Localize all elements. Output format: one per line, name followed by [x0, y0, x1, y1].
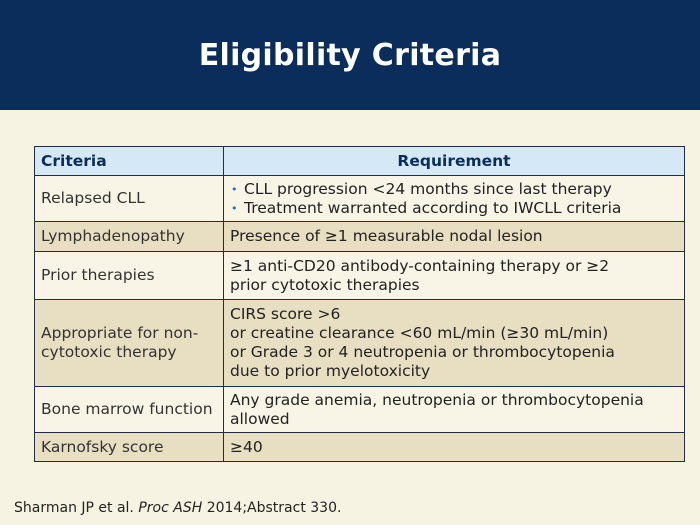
requirement-cell	[224, 176, 685, 222]
criteria-cell: Appropriate for non-cytotoxic therapy	[35, 300, 224, 387]
title-bar	[0, 0, 700, 110]
criteria-cell: Karnofsky score	[35, 433, 224, 462]
requirement-cell	[224, 433, 685, 462]
requirement-line: ≥1 anti-CD20 antibody-containing therapy or ≥2	[230, 256, 610, 275]
table-row	[35, 300, 685, 387]
table-row	[35, 387, 685, 433]
requirement-line: or creatine clearance <60 mL/min (≥30 mL/min)	[230, 324, 609, 342]
requirement-cell	[224, 300, 685, 387]
table-row	[35, 222, 685, 252]
requirement-line: ≥40	[230, 437, 263, 456]
citation	[14, 500, 341, 516]
requirement-line: or Grade 3 or 4 neutropenia or thrombocytopenia	[230, 343, 615, 361]
requirement-line: allowed	[230, 409, 290, 428]
table-row	[35, 252, 685, 300]
criteria-table	[34, 146, 685, 462]
bullet-dot-icon: •	[231, 182, 238, 196]
requirement-cell	[224, 252, 685, 300]
bullet-item	[230, 180, 678, 199]
table-row	[35, 433, 685, 462]
bullet-text: CLL progression <24 months since last therapy	[244, 179, 612, 198]
header-criteria: Criteria	[35, 147, 224, 176]
citation-journal: Proc ASH	[138, 500, 203, 516]
requirement-cell	[224, 387, 685, 433]
bullet-dot-icon: •	[231, 201, 238, 215]
bullet-item	[230, 199, 678, 218]
header-requirement: Requirement	[224, 147, 685, 176]
criteria-cell: Lymphadenopathy	[35, 222, 224, 252]
table-row	[35, 176, 685, 222]
criteria-cell: Prior therapies	[35, 252, 224, 300]
requirement-line: Presence of ≥1 measurable nodal lesion	[230, 227, 543, 245]
requirement-line: CIRS score >6	[230, 305, 341, 323]
requirement-line: prior cytotoxic therapies	[230, 275, 420, 294]
citation-details: 2014;Abstract 330.	[206, 500, 342, 516]
table-header-row	[35, 147, 685, 176]
bullet-text: Treatment warranted according to IWCLL criteria	[244, 198, 622, 217]
criteria-table-container	[34, 146, 685, 462]
criteria-cell: Bone marrow function	[35, 387, 224, 433]
citation-authors: Sharman JP et al.	[14, 500, 134, 516]
requirement-line: due to prior myelotoxicity	[230, 362, 431, 380]
requirement-cell	[224, 222, 685, 252]
slide-title: Eligibility Criteria	[198, 37, 502, 73]
requirement-line: Any grade anemia, neutropenia or thrombocytopenia	[230, 390, 644, 409]
criteria-cell: Relapsed CLL	[35, 176, 224, 222]
